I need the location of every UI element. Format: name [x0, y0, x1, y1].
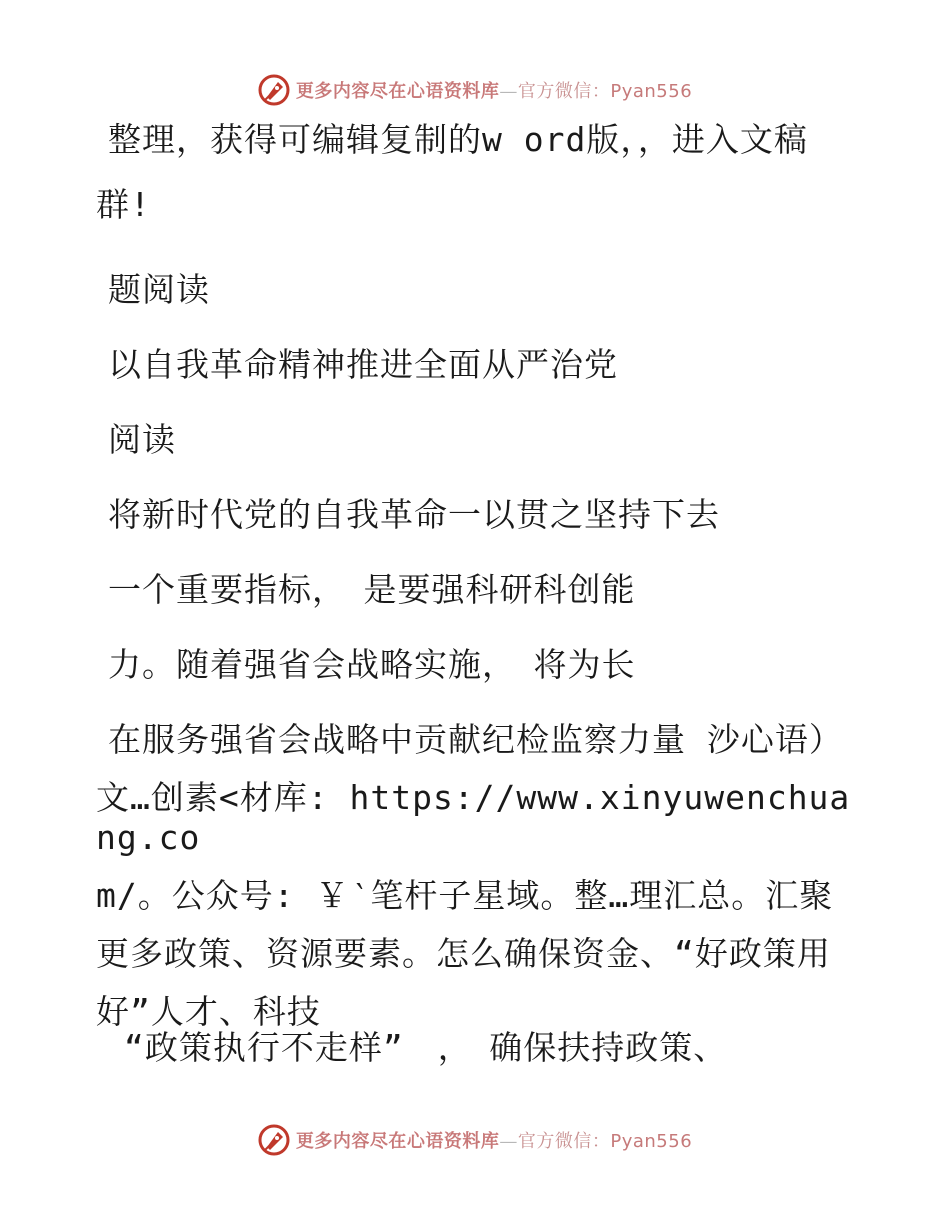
watermark-text: 更多内容尽在心语资料库: [295, 1131, 500, 1152]
header-watermark: [0, 70, 950, 110]
body-line-11: m/。公众号: ￥‵笔杆子星域。整…理汇总。汇聚: [96, 876, 834, 915]
watermark-text: 更多内容尽在心语资料库: [295, 81, 500, 102]
body-line-3: 题阅读: [108, 270, 210, 309]
paragraph-3: [96, 345, 854, 420]
body-line-6: 将新时代党的自我革命一以贯之坚持下去: [108, 495, 720, 534]
body-line-14: “政策执行不走样” ， 确保扶持政策、: [124, 1028, 728, 1067]
pen-nib-logo-icon: [258, 1124, 290, 1156]
watermark-wechat-label: 官方微信：: [517, 1131, 611, 1152]
watermark-separator: —: [499, 81, 518, 102]
body-line-8: 力。随着强省会战略实施， 将为长: [108, 645, 636, 684]
paragraph-5: [96, 495, 854, 570]
watermark-wechat-label: 官方微信：: [517, 81, 611, 102]
body-line-1: 整理，获得可编辑复制的w ord版，，进入文稿: [108, 120, 808, 159]
paragraph-2: [96, 270, 854, 345]
watermark-wechat-id: Pyan556: [610, 81, 693, 102]
body-line-9: 在服务强省会战略中贡献纪检监察力量 沙心语）: [108, 720, 843, 759]
body-line-13: 好”人才、科技: [96, 992, 321, 1031]
pen-nib-logo-icon: [258, 74, 290, 106]
paragraph-6: [96, 570, 854, 645]
paragraph-8: [96, 720, 854, 1031]
document-body: [96, 120, 854, 1103]
body-line-4: 以自我革命精神推进全面从严治党: [108, 345, 618, 384]
paragraph-4: [96, 420, 854, 495]
body-line-2: 群!: [96, 185, 151, 224]
body-line-5: 阅读: [108, 420, 176, 459]
watermark-brand: [258, 74, 692, 106]
watermark-separator: —: [499, 1131, 518, 1152]
watermark-brand: [258, 1124, 692, 1156]
body-line-7: 一个重要指标， 是要强科研科创能: [108, 570, 636, 609]
body-line-10: 文…创素<材库: https://www.xinyuwenchuang.co: [96, 778, 851, 857]
paragraph-9: [96, 1028, 854, 1103]
body-line-12: 更多政策、资源要素。怎么确保资金、“好政策用: [96, 934, 831, 973]
paragraph-7: [96, 645, 854, 720]
watermark-wechat-id: Pyan556: [610, 1131, 693, 1152]
footer-watermark: [0, 1120, 950, 1160]
paragraph-1: [96, 120, 854, 270]
